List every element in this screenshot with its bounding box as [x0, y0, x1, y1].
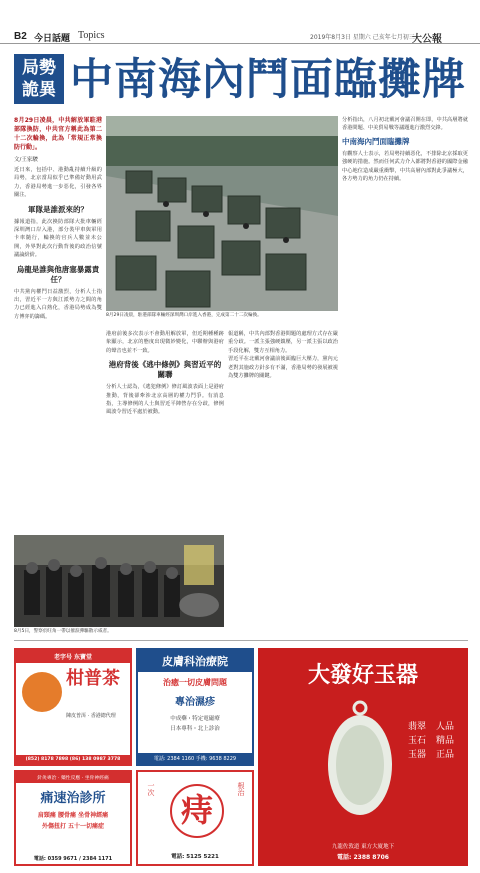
page-header — [0, 0, 480, 44]
photo-caption-bottom: 8月5日，警察於旺角一帶以催淚彈驅散示威者。 — [14, 629, 112, 634]
ad-tea-line: 陳皮普洱 · 香港總代理 — [66, 713, 116, 719]
subheading: 軍隊是誰派來的？ — [28, 204, 88, 214]
paragraph: 中共黨內權鬥日益激烈，分析人士指出，習近平一方與江派勢力之間的角力已經進入白熱化，香港局勢成為雙方博弈的籌碼。 — [14, 288, 102, 320]
ad-hemorrhoid — [136, 770, 254, 866]
ad-jade-address: 九龍佐敦道 東方大廈地下 — [331, 844, 395, 850]
jade-pendant-icon — [320, 700, 400, 820]
article-column-3 — [228, 330, 338, 620]
ad-tea-product: 柑普茶 — [66, 668, 120, 689]
paragraph: 分析人士認為，《逃犯條例》修訂風波表面上是港府推動，背後卻牽涉北京高層的權力鬥爭。有消息指，主導修例的人士與習近平陣營存在分歧，修例風波令習近平處於被動。 — [106, 384, 224, 416]
ad-pain-clinic — [14, 770, 132, 866]
header-date: 2019年8月3日 星期六 己亥年七月初三 — [310, 34, 415, 41]
ad-pain-title: 痛速治診所 — [40, 791, 106, 806]
jade-word: 精品 — [436, 736, 455, 746]
jade-word: 正品 — [436, 750, 455, 760]
ad-hem-phone: 電話: 5125 5221 — [171, 854, 219, 860]
page-number: B2 — [14, 31, 27, 42]
subheading: 烏龍是誰與他唐塞暴露責任？ — [16, 264, 100, 284]
ad-jade — [258, 648, 468, 866]
ad-pain-items: 肩頸痛 腰骨痛 坐骨神經痛 — [37, 812, 109, 819]
paragraph: 報道稱，中共內部對香港問題的處理方式存在嚴重分歧。一派主張強硬鎮壓，另一派主張以政治手段化解，雙方互相角力。 — [228, 331, 338, 354]
ad-pain-top: 針灸專治 · 藥性反應 · 坐骨神經痛 — [16, 772, 130, 783]
subheading: 港府背後《逃中條例》與習近平的關聯 — [108, 360, 222, 380]
kicker-line1: 局勢 — [22, 58, 56, 78]
paragraph: 習近平在北戴河會議前後面臨巨大壓力，黨內元老對其施政方針多有不滿，香港局勢的發展被視為雙方攤牌的關鍵。 — [228, 356, 338, 380]
tangerine-icon — [22, 672, 62, 712]
ad-derm-services: 中成藥・特定電磁療 — [170, 716, 220, 722]
ad-derm-hours: 日本專科・北上診治 — [170, 726, 220, 732]
jade-word: 玉石 — [408, 736, 427, 746]
article-column-1 — [14, 116, 102, 531]
ad-jade-phone: 電話: 2388 8706 — [337, 854, 389, 861]
divider — [14, 640, 468, 641]
article-column-2 — [106, 330, 224, 530]
photo-caption-top: 8月29日凌晨，駐港部隊車輛經深圳灣口岸進入香港，完成第二十二次輪換。 — [106, 313, 262, 318]
article-column-4 — [342, 116, 468, 621]
ad-tea-brand: 老字号 东寶堂 — [16, 650, 130, 663]
ad-jade-title: 大發好玉器 — [307, 663, 418, 688]
ad-derm-tagline: 治癒一切皮膚問題 — [163, 678, 227, 687]
ad-dermatology — [136, 648, 254, 766]
ad-hem-side: 根治 — [237, 782, 245, 796]
ad-tea — [14, 648, 132, 766]
ad-jade-lines — [408, 720, 462, 762]
ad-hem-top: 一次 — [147, 782, 155, 796]
paper-logo: 大公報 — [412, 34, 442, 45]
paragraph: 據報道指，此次換防部隊大批車輛經深圳灣口岸入港，部分裝甲車與軍用卡車隨行，輪換的官兵人數並未公開，外界對此次行動背後的政治信號議論紛紛。 — [14, 218, 102, 259]
photo-military-convoy — [106, 116, 338, 311]
jade-word: 人品 — [436, 722, 455, 732]
section-label: 今日話題 — [34, 34, 71, 44]
topics-label: Topics — [78, 30, 105, 41]
paragraph: 分析指出，八月初北戴河會議召開在即，中共高層將就香港問題、中美貿易戰等議題進行激烈交鋒。 — [342, 117, 468, 132]
paragraph: 有觀察人士表示，若局勢持續惡化，不排除北京採取更強硬的措施。然而任何武力介入都將對香港的國際金融中心地位造成嚴重衝擊，中共高層內部對此爭議極大，各方勢力的角力仍在持續。 — [342, 150, 468, 183]
kicker-box — [14, 54, 64, 104]
byline: 文/王家駿 — [14, 157, 38, 163]
ad-pain-items2: 外傷扭打 五十一切痛症 — [41, 823, 105, 830]
ad-hem-char: 痔 — [180, 791, 213, 829]
jade-word: 玉器 — [408, 750, 427, 760]
lead-paragraph: 8月29日凌晨，中共解放軍駐港部隊換防，中共官方稱此為第二十二次輪換，此為「常規正常換防行動」。 — [14, 117, 102, 151]
ad-tea-phone: (852) 8178 7898 (86) 138 0987 3778 — [16, 755, 130, 764]
kicker-line2: 詭異 — [22, 80, 56, 100]
jade-word: 翡翠 — [408, 722, 427, 732]
headline: 中南海內鬥面臨攤牌 — [70, 55, 466, 105]
ad-derm-title: 皮膚科治療院 — [138, 650, 252, 672]
photo-police-protest — [14, 535, 224, 627]
paragraph: 近日來，包括中、港動亂持續升級的局勢，北京當局似乎已準備好動用武力，香港局勢進一步惡化，引發各界關注。 — [14, 167, 102, 199]
ad-derm-phone: 電話: 2384 1160 手機: 9638 8229 — [138, 753, 252, 764]
ad-pain-phone: 電話: 0359 9671 / 2384 1171 — [33, 856, 113, 862]
ad-derm-special: 專治濕疹 — [175, 697, 215, 708]
subheading: 中南海內鬥面臨攤牌 — [342, 136, 410, 146]
paragraph: 港府前後多次表示不會動用解放軍，但近期種種跡象顯示，北京的態度出現微妙變化，中聯辦與港府的聲音也並不一致。 — [106, 331, 224, 354]
